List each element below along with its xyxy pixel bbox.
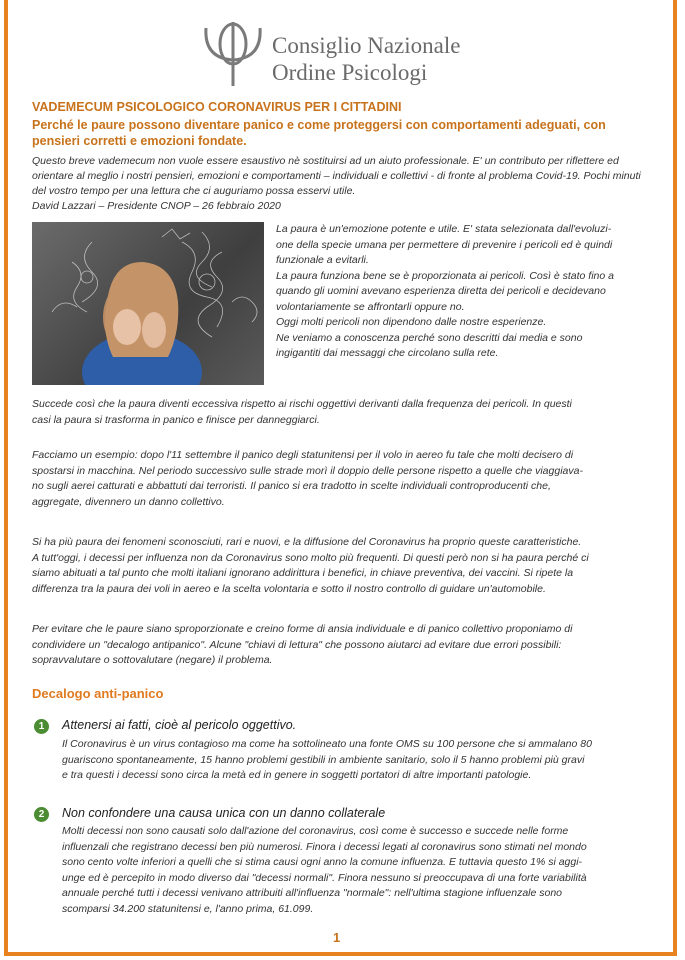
fear-text-block — [276, 222, 656, 362]
side-line: quando gli uomini avevano esperienza diretta dei pericoli e decidevano — [276, 285, 606, 297]
para-line: Facciamo un esempio: dopo l'11 settembre il panico degli statunitensi per il volo in aereo fu tale che molti decisero di — [32, 449, 574, 461]
paragraph-decalogue-intro — [32, 622, 657, 669]
intro-text — [32, 154, 657, 214]
para-line: A tutt'oggi, i decessi per influenza non da Coronavirus sono molto più frequenti. Di questi però non si ha paura perché ci — [32, 551, 589, 564]
item-body — [62, 737, 657, 784]
side-line: funzionale a evitarli. — [276, 254, 369, 266]
intro-line: del vostro tempo per una lettura che ci auguriamo possa esservi utile. — [32, 185, 356, 197]
item-line: unge ed è percepito in modo diverso dai "decessi normali". Finora nessuno si preoccupava di una forte variabilità — [62, 871, 587, 884]
para-line: condividere un "decalogo antipanico". Alcune "chiavi di lettura" che possono aiutarci ad evitare due errori possibili: — [32, 638, 562, 651]
decalogo-heading: Decalogo anti-panico — [32, 686, 164, 701]
item-line: guariscono spontaneamente, 15 hanno problemi gestibili in ambiente sanitario, solo il 5 hanno problemi più gravi — [62, 753, 585, 766]
item-line: influenzali che registrano decessi ben più numerosi. Finora i decessi legati al coronavirus sono stimati nel mondo — [62, 840, 587, 853]
para-line: no sugli aerei catturati e abbattuti dai terroristi. Il panico si era tradotto in scelte individuali controproducenti che, — [32, 480, 551, 492]
paragraph-example — [32, 448, 657, 510]
psi-logo-icon — [200, 18, 266, 88]
item-line: Molti decessi non sono causati solo dall'azione del coronavirus, così come è successo e succede nelle forme — [62, 825, 569, 837]
intro-line: orientare al meglio i nostri pensieri, emozioni e comportamenti – individuali e collettivi - di fronte al problema Covid-19. Pochi minuti — [32, 170, 641, 182]
item-number-badge: 1 — [34, 719, 49, 734]
item-line: e tra questi i decessi sono circa la metà ed in genere in soggetti portatori di altre importanti patologie. — [62, 769, 532, 781]
item-title: Non confondere una causa unica con un danno collaterale — [62, 806, 386, 820]
intro-line: Questo breve vademecum non vuole essere esaustivo nè sostituirsi ad un aiuto professionale. E' un contributo per riflettere ed — [32, 155, 619, 167]
side-line: ingigantiti dai messaggi che circolano sulla rete. — [276, 347, 499, 359]
document-title: VADEMECUM PSICOLOGICO CORONAVIRUS PER I CITTADINI — [32, 100, 402, 114]
side-line: La paura è un'emozione potente e utile. E' stata selezionata dall'evoluzi- — [276, 223, 612, 235]
logo-name-line2: Ordine Psicologi — [272, 60, 428, 85]
para-line: Succede così che la paura diventi eccessiva rispetto ai rischi oggettivi derivanti dalla frequenza dei pericoli. In questi — [32, 398, 572, 410]
cnop-logo — [200, 18, 480, 88]
para-line: spostarsi in macchina. Nel periodo successivo sulle strade morì il doppio delle persone rispetto a quelle che viaggiava- — [32, 464, 583, 477]
paragraph-panic — [32, 397, 657, 428]
side-line: Ne veniamo a conoscenza perché sono descritti dai media e sono — [276, 331, 583, 344]
side-line: Oggi molti pericoli non dipendono dalle nostre esperienze. — [276, 316, 547, 328]
para-line: siamo abituati a tal punto che molti italiani ignorano addirittura i benefici, in chiave preventiva, dei vaccini. Si ripete la — [32, 567, 574, 579]
item-title: Attenersi ai fatti, cioè al pericolo oggettivo. — [62, 718, 297, 732]
intro-signature: David Lazzari – Presidente CNOP – 26 febbraio 2020 — [32, 200, 281, 212]
para-line: casi la paura si trasforma in panico e finisce per danneggiarci. — [32, 413, 320, 426]
woman-stressed-photo — [32, 222, 264, 385]
item-number-badge: 2 — [34, 807, 49, 822]
item-line: annuale perché tutti i decessi venivano attribuiti all'influenza "normale": nell'ultima stagione influenzale sono — [62, 887, 563, 899]
document-subtitle: Perché le paure possono diventare panico e come proteggersi con comportamenti adeguati, con pensieri corretti e emozioni fondate. — [32, 118, 606, 148]
page-number: 1 — [333, 930, 341, 945]
item-line: Il Coronavirus è un virus contagioso ma come ha sottolineato una fonte OMS su 100 persone che si ammalano 80 — [62, 738, 592, 750]
para-line: differenza tra la paura dei voli in aereo e la scelta volontaria e sotto il nostro controllo di guidare un'automobile. — [32, 582, 546, 595]
logo-name-line1: Consiglio Nazionale — [272, 33, 461, 58]
item-line: sono cento volte inferiori a quelli che si stima causi ogni anno la comune influenza. E tuttavia questo 1% si aggi- — [62, 856, 583, 868]
paragraph-unknown — [32, 535, 657, 597]
item-line: scomparsi 34.200 statunitensi e, l'anno prima, 61.099. — [62, 902, 314, 915]
side-line: volontariamente se affrontarli oppure no. — [276, 300, 465, 313]
para-line: sopravvalutare o sottovalutare (negare) il problema. — [32, 654, 273, 666]
para-line: Per evitare che le paure siano sproporzionate e creino forme di ansia individuale e di panico collettivo proponiamo di — [32, 623, 573, 635]
photo-illustration — [32, 222, 264, 385]
item-body — [62, 824, 657, 917]
para-line: Si ha più paura dei fenomeni sconosciuti, rari e nuovi, e la diffusione del Coronavirus ha proprio queste caratteristiche. — [32, 536, 582, 548]
para-line: aggregate, divennero un danno collettivo. — [32, 495, 225, 508]
side-line: one della specie umana per permettere di prevenire i pericoli ed è quindi — [276, 238, 613, 251]
side-line: La paura funziona bene se è proporzionata ai pericoli. Così è stato fino a — [276, 269, 614, 282]
